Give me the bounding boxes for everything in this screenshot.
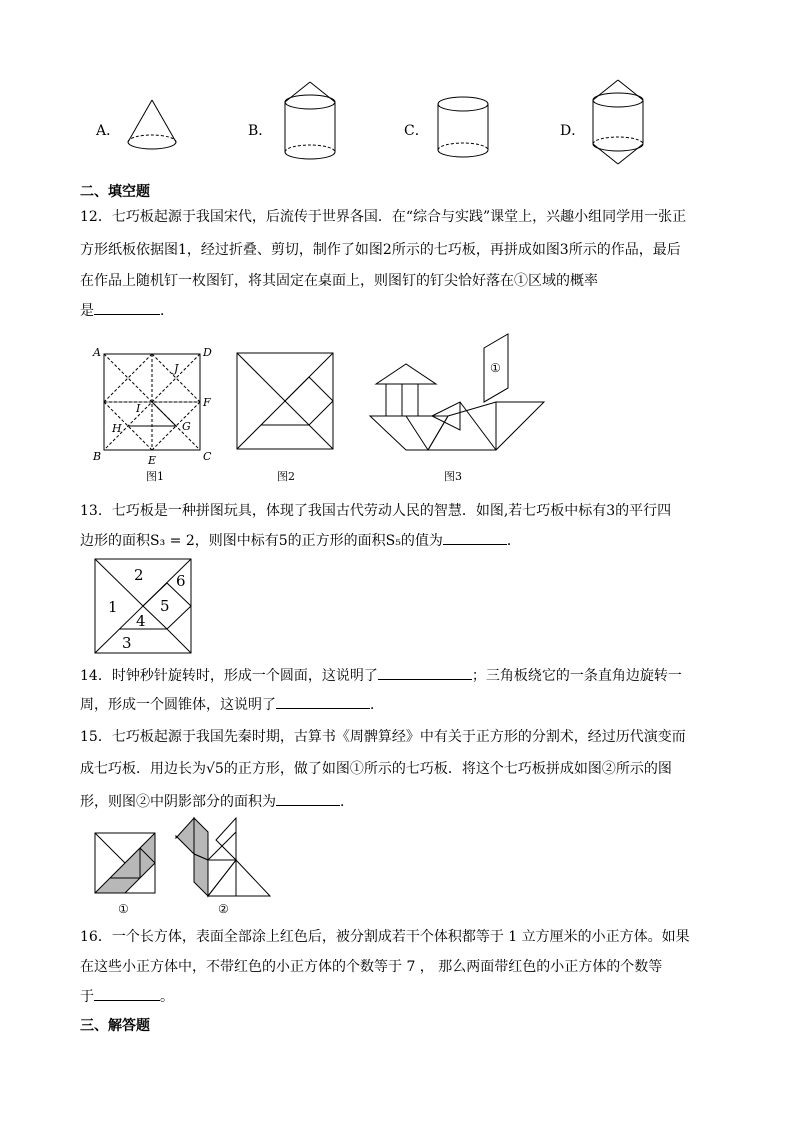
q12-fig3-caption: 图3 — [444, 470, 462, 483]
cone-cylinder-figure — [280, 80, 340, 164]
q16-line2: 在这些小正方体中，不带红色的小正方体的个数等于 7 ， 那么两面带红色的小正方体的个数等 — [80, 959, 663, 975]
option-d-label: D． — [560, 123, 586, 139]
q13-piece-1: 1 — [108, 598, 118, 616]
q13-line2-end: ． — [506, 533, 521, 549]
option-a-label: A． — [96, 123, 121, 139]
q12-fig1-caption: 图1 — [146, 470, 164, 483]
q12-figure1 — [90, 344, 220, 468]
q13-tangram-figure — [92, 556, 194, 656]
q16-answer-blank[interactable] — [94, 986, 160, 1001]
q12-line4-end: ． — [160, 303, 174, 319]
fig1-label-h: H — [112, 422, 122, 435]
q12-line2: 方形纸板依据图1，经过折叠、剪切，制作了如图2所示的七巧板，再拼成如图3所示的作品，最后 — [80, 242, 681, 258]
q14-answer-blank-2[interactable] — [276, 694, 370, 709]
q15-line3-end: ． — [340, 794, 354, 810]
cylinder-figure — [434, 94, 492, 164]
q14-line2 — [80, 694, 720, 715]
q14-line2-end: ． — [370, 697, 384, 713]
q16-line3 — [80, 986, 720, 1007]
fig1-label-e: E — [148, 454, 157, 467]
fig1-label-g: G — [182, 420, 191, 433]
q13-piece-2: 2 — [134, 566, 144, 584]
q15-answer-blank[interactable] — [276, 791, 340, 806]
fig1-label-i: I — [136, 402, 141, 415]
double-cone-cylinder-figure — [588, 78, 648, 168]
q15-line3 — [80, 791, 720, 812]
q13-line2-start: 边形的面积S₃ = 2，则图中标有5的正方形的面积S₅的值为 — [80, 533, 443, 549]
q12-figure3 — [366, 330, 546, 460]
q15-figure1 — [92, 830, 158, 896]
q14-answer-blank-1[interactable] — [378, 665, 472, 680]
q16-line3-start: 于 — [80, 989, 94, 1005]
fig1-label-a: A — [93, 346, 101, 359]
q12-answer-blank[interactable] — [94, 300, 160, 315]
q12-line1: 12．七巧板起源于我国宋代，后流传于世界各国．在“综合与实践”课堂上，兴趣小组同学用一张正 — [80, 209, 687, 225]
q13-line2 — [80, 530, 720, 551]
fig1-label-d: D — [203, 346, 212, 359]
q15-fig1-caption: ① — [118, 902, 129, 916]
cone-figure — [124, 98, 180, 156]
q13-piece-4: 4 — [136, 612, 146, 630]
option-c-label: C． — [404, 123, 429, 139]
q14-line1-end: ；三角板绕它的一条直角边旋转一 — [471, 668, 682, 684]
q12-fig2-caption: 图2 — [277, 470, 295, 483]
q15-line2: 成七巧板．用边长为√5的正方形，做了如图①所示的七巧板．将这个七巧板拼成如图②所示的图 — [80, 761, 672, 777]
q13-line1: 13．七巧板是一种拼图玩具，体现了我国古代劳动人民的智慧．如图,若七巧板中标有3的平行四 — [80, 503, 672, 519]
fig1-label-j: J — [174, 362, 179, 375]
q14-line1 — [80, 665, 720, 686]
q12-line4-start: 是 — [80, 303, 94, 319]
option-b-label: B． — [248, 123, 273, 139]
section-heading-fill-blank: 二、填空题 — [80, 184, 150, 200]
q13-answer-blank[interactable] — [443, 530, 507, 545]
q13-piece-6: 6 — [176, 572, 186, 590]
q16-line1: 16．一个长方体，表面全部涂上红色后，被分割成若干个体积都等于 1 立方厘米的小正方体。如果 — [80, 929, 690, 945]
section-heading-solve: 三、解答题 — [80, 1018, 150, 1034]
q15-figure2 — [172, 814, 272, 900]
q15-fig2-caption: ② — [218, 902, 229, 916]
q14-line2-start: 周，形成一个圆锥体，这说明了 — [80, 697, 276, 713]
fig1-label-f: F — [203, 396, 211, 409]
q13-piece-5: 5 — [160, 597, 170, 615]
q12-line3: 在作品上随机钉一枚图钉，将其固定在桌面上，则图钉的钉尖恰好落在①区域的概率 — [80, 273, 598, 289]
q14-line1-start: 14．时钟秒针旋转时，形成一个圆面，这说明了 — [80, 668, 378, 684]
fig1-label-c: C — [203, 450, 212, 463]
fig3-region-one: ① — [490, 361, 501, 375]
q16-line3-end: 。 — [160, 989, 174, 1005]
fig1-label-b: B — [93, 450, 102, 463]
q15-line1: 15．七巧板起源于我国先秦时期，古算书《周髀算经》中有关于正方形的分割术，经过历代演变而 — [80, 729, 686, 745]
q13-piece-3: 3 — [122, 634, 132, 652]
q12-figure2 — [234, 350, 338, 454]
q15-line3-start: 形，则图②中阴影部分的面积为 — [80, 794, 276, 810]
q12-line4 — [80, 300, 720, 321]
